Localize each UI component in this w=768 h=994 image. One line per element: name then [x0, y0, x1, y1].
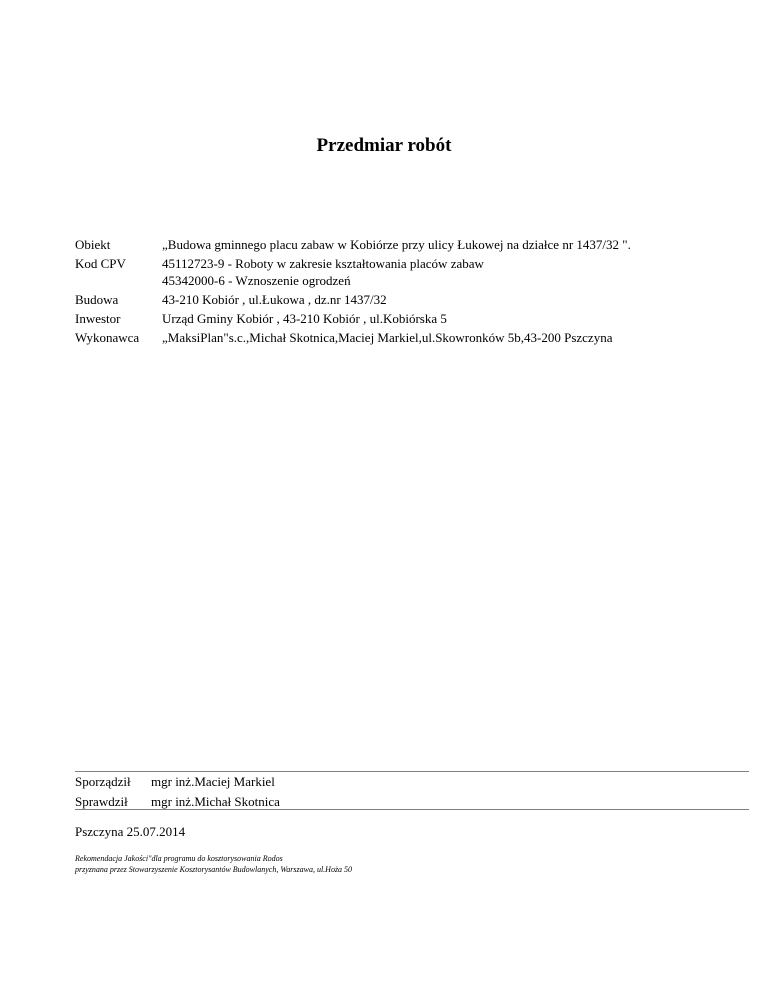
- inwestor-label: Inwestor: [75, 311, 121, 326]
- sporzadzil-label: Sporządził: [75, 774, 131, 789]
- kod-cpv-label: Kod CPV: [75, 256, 126, 271]
- footnote: [75, 853, 352, 875]
- obiekt-label: Obiekt: [75, 237, 111, 252]
- info-row-inwestor: [75, 310, 631, 327]
- obiekt-value: „Budowa gminnego placu zabaw w Kobiórze przy ulicy Łukowej na działce nr 1437/32 ".: [162, 237, 631, 252]
- inwestor-value: Urząd Gminy Kobiór , 43-210 Kobiór , ul.Kobiórska 5: [162, 311, 447, 326]
- footnote-line-1: Rekomendacja Jakości"dla programu do kosztorysowania Rodos: [75, 854, 283, 863]
- footnote-line-2: przyznana przez Stowarzyszenie Kosztorysantów Budowlanych, Warszawa, ul.Hoża 50: [75, 865, 353, 874]
- info-row-obiekt: [75, 236, 631, 253]
- sporzadzil-value: mgr inż.Maciej Markiel: [151, 774, 275, 789]
- project-info: [75, 236, 631, 348]
- kod-cpv-values: [162, 255, 484, 289]
- signatures-block: [75, 773, 280, 813]
- info-row-budowa: [75, 291, 631, 308]
- wykonawca-label: Wykonawca: [75, 330, 140, 345]
- info-row-kod-cpv: [75, 255, 631, 289]
- document-title: Przedmiar robót: [316, 135, 452, 156]
- kod-cpv-value-2: 45342000-6 - Wznoszenie ogrodzeń: [162, 273, 351, 288]
- wykonawca-value: „MaksiPlan"s.c.,Michał Skotnica,Maciej Markiel,ul.Skowronków 5b,43-200 Pszczyna: [162, 330, 613, 345]
- divider-bottom: [75, 809, 749, 810]
- divider-top: [75, 771, 749, 772]
- budowa-label: Budowa: [75, 292, 119, 307]
- info-row-wykonawca: [75, 329, 631, 346]
- sign-row-sporzadzil: [75, 773, 280, 790]
- budowa-value: 43-210 Kobiór , ul.Łukowa , dz.nr 1437/32: [162, 292, 387, 307]
- kod-cpv-value-1: 45112723-9 - Roboty w zakresie kształtowania placów zabaw: [162, 256, 484, 271]
- sprawdzil-value: mgr inż.Michał Skotnica: [151, 794, 280, 809]
- sprawdzil-label: Sprawdził: [75, 794, 128, 809]
- sign-row-sprawdzil: [75, 793, 280, 810]
- place-and-date: Pszczyna 25.07.2014: [75, 824, 186, 839]
